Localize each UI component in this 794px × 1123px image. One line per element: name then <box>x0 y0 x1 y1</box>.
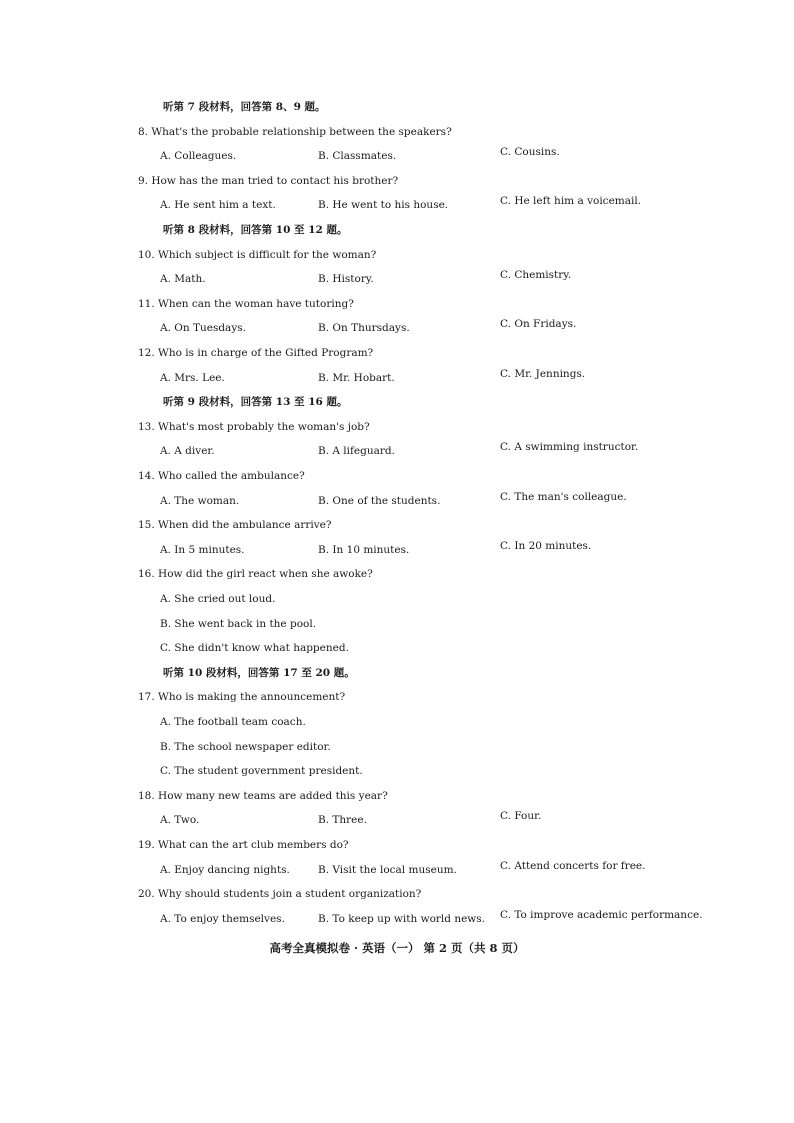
question-text: 13. What's most probably the woman's job? <box>138 420 370 433</box>
answer-option: C. A swimming instructor. <box>500 441 639 454</box>
answer-option: B. Visit the local museum. <box>318 863 457 876</box>
answer-option: A. Enjoy dancing nights. <box>160 863 290 876</box>
answer-option: B. In 10 minutes. <box>318 543 410 556</box>
answer-option: C. The student government president. <box>160 765 363 778</box>
question-text: 15. When did the ambulance arrive? <box>138 519 332 532</box>
question-text: 20. Why should students join a student organization? <box>138 888 422 901</box>
answer-option: A. He sent him a text. <box>160 199 276 212</box>
page-footer: 高考全真模拟卷 · 英语（一） 第 2 页（共 8 页） <box>269 941 525 955</box>
answer-option: B. The school newspaper editor. <box>160 740 331 753</box>
answer-option: A. In 5 minutes. <box>160 543 245 556</box>
answer-option: B. She went back in the pool. <box>160 617 317 630</box>
answer-option: B. To keep up with world news. <box>318 912 486 925</box>
answer-option: A. The woman. <box>160 494 240 507</box>
question-text: 16. How did the girl react when she awoke? <box>138 568 373 581</box>
answer-option: B. History. <box>318 273 374 286</box>
answer-option: C. The man's colleague. <box>500 490 627 503</box>
answer-option: C. To improve academic performance. <box>500 908 703 921</box>
question-text: 18. How many new teams are added this year? <box>138 789 388 802</box>
section-instruction: 听第 8 段材料，回答第 10 至 12 题。 <box>163 224 348 236</box>
answer-option: C. Cousins. <box>500 146 560 159</box>
answer-option: C. Mr. Jennings. <box>500 367 586 380</box>
question-text: 14. Who called the ambulance? <box>138 470 305 482</box>
answer-option: A. Two. <box>160 814 200 827</box>
answer-option: A. Colleagues. <box>160 150 237 163</box>
answer-option: A. The football team coach. <box>160 716 306 728</box>
answer-option: A. To enjoy themselves. <box>160 912 285 925</box>
answer-option: B. Classmates. <box>318 150 397 163</box>
answer-option: C. Chemistry. <box>500 269 572 282</box>
answer-option: C. Four. <box>500 810 542 823</box>
answer-option: B. On Thursdays. <box>318 322 410 335</box>
section-instruction: 听第 9 段材料，回答第 13 至 16 题。 <box>163 396 348 409</box>
answer-option: A. A diver. <box>160 445 215 458</box>
answer-option: A. On Tuesdays. <box>160 322 246 335</box>
question-text: 10. Which subject is difficult for the woman? <box>138 248 377 261</box>
question-text: 19. What can the art club members do? <box>138 839 349 851</box>
section-instruction: 听第 10 段材料，回答第 17 至 20 题。 <box>163 666 355 679</box>
answer-option: B. One of the students. <box>318 494 441 507</box>
section-instruction: 听第 7 段材料，回答第 8、9 题。 <box>163 101 326 113</box>
answer-option: C. He left him a voicemail. <box>500 195 642 208</box>
answer-option: C. Attend concerts for free. <box>500 859 646 872</box>
answer-option: A. She cried out loud. <box>160 593 276 605</box>
question-text: 8. What's the probable relationship between the speakers? <box>138 125 452 138</box>
question-text: 9. How has the man tried to contact his brother? <box>138 174 399 187</box>
answer-option: A. Mrs. Lee. <box>160 371 225 384</box>
answer-option: B. Three. <box>318 814 367 827</box>
answer-option: C. On Fridays. <box>500 318 577 331</box>
question-text: 11. When can the woman have tutoring? <box>138 297 354 310</box>
question-text: 12. Who is in charge of the Gifted Program? <box>138 347 374 359</box>
answer-option: B. Mr. Hobart. <box>318 371 395 384</box>
answer-option: C. In 20 minutes. <box>500 539 592 552</box>
answer-option: A. Math. <box>160 273 206 286</box>
answer-option: B. He went to his house. <box>318 199 449 212</box>
answer-option: C. She didn't know what happened. <box>160 642 349 655</box>
question-text: 17. Who is making the announcement? <box>138 691 346 704</box>
answer-option: B. A lifeguard. <box>318 445 395 458</box>
